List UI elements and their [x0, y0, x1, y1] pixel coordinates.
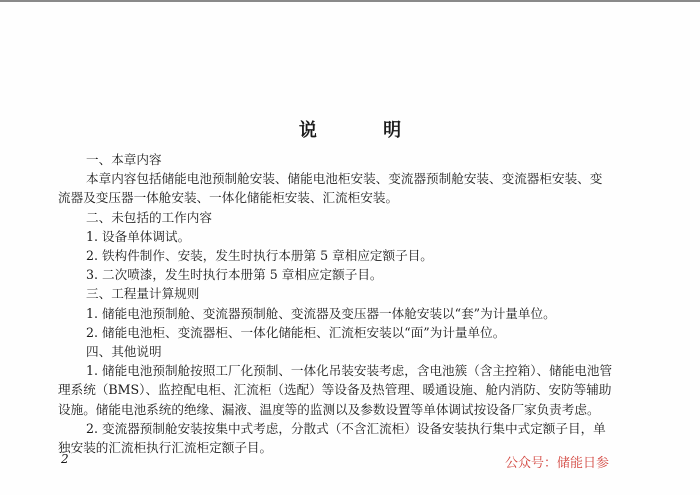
paragraph: 1. 储能电池预制舱按照工厂化预制、一体化吊装安装考虑，含电池簇（含主控箱）、储能电池管理系统（BMS）、监控配电柜、汇流柜（选配）等设备及热管理、暖通设施、舱内消防、安防等辅助设施。储能电池系统的绝缘、漏液、温度等的监测以及参数设置等单体调试按设备厂家负责考虑。: [58, 363, 613, 417]
paragraph: 1. 设备单体调试。: [86, 228, 191, 244]
paragraph: 2. 变流器预制舱安装按集中式考虑，分散式（不含汇流柜）设备安装执行集中式定额子目，单独安装的汇流柜执行汇流柜定额子目。: [58, 420, 606, 456]
paragraph: 2. 铁构件制作、安装，发生时执行本册第 5 章相应定额子目。: [86, 248, 433, 264]
paragraph: 3. 二次喷漆，发生时执行本册第 5 章相应定额子目。: [86, 267, 383, 283]
page-number: 2: [61, 452, 69, 466]
section-2: [58, 208, 614, 285]
section-heading: 二、未包括的工作内容: [86, 209, 212, 225]
page-title: 说 明: [298, 120, 432, 141]
section-4: [58, 342, 614, 457]
paragraph: 本章内容包括储能电池预制舱安装、储能电池柜安装、变流器预制舱安装、变流器柜安装、变流器及变压器一体舱安装、一体化储能柜安装、汇流柜安装。: [58, 171, 603, 206]
section-heading: 三、工程量计算规则: [86, 286, 200, 302]
watermark-text: 公众号：储能日参: [505, 456, 610, 471]
paragraph: 2. 储能电池柜、变流器柜、一体化储能柜、汇流柜安装以“面”为计量单位。: [86, 324, 506, 340]
section-heading: 一、本章内容: [86, 152, 162, 167]
section-3: [58, 284, 614, 342]
document-body: [58, 150, 614, 457]
section-heading: 四、其他说明: [86, 344, 162, 360]
page-top-edge: [0, 0, 700, 2]
paragraph: 1. 储能电池预制舱、变流器预制舱、变流器及变压器一体舱安装以“套”为计量单位。: [86, 305, 556, 321]
section-1: [58, 150, 614, 208]
